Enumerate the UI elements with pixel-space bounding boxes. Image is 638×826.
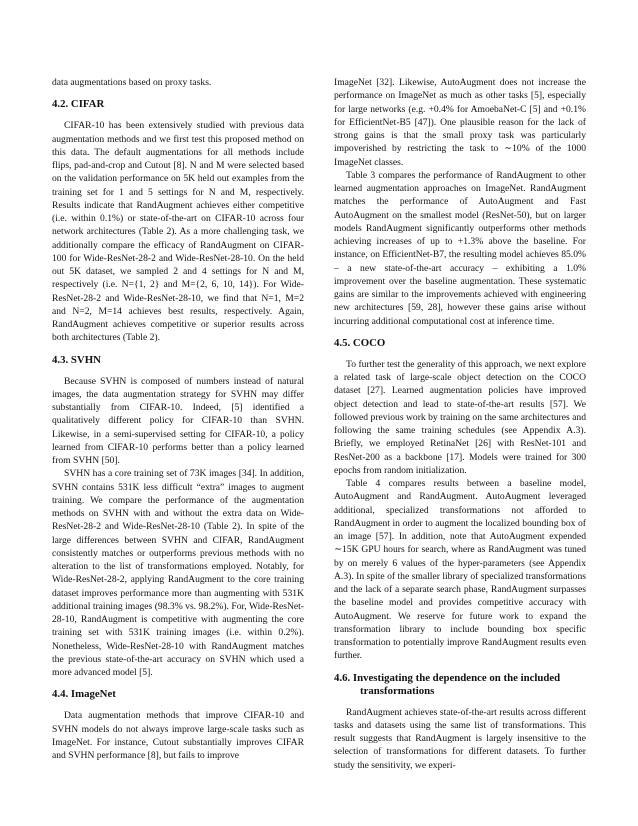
imagenet-paragraph-1: Data augmentation methods that improve CIFAR-10 and SVHN models do not always improve large-scale tasks such as ImageNet. For instance, Cutout substantially improves CIFAR and SVHN performance [8], but fails to improve xyxy=(52,710,304,761)
section-number: 4.6. xyxy=(334,671,351,684)
right-column xyxy=(334,76,586,772)
left-column xyxy=(52,76,304,762)
section-heading-cifar: 4.2. CIFAR xyxy=(52,98,105,111)
intro-continuation: data augmentations based on proxy tasks. xyxy=(52,77,212,88)
coco-paragraph-1: To further test the generality of this approach, we next explore a related task of large-scale object detection on the COCO dataset [27]. Learned augmentation policies have improved object detection and lead to state-of-the-art results [57]. We followed previous work by training on the same architectures and following the same training schedules (see Appendix A.3). Briefly, we employed RetinaNet [26] with ResNet-101 and ResNet-200 as a backbone [17]. Models were trained for 300 epochs from random initialization. xyxy=(334,358,586,476)
svhn-paragraph-2: SVHN has a core training set of 73K images [34]. In addition, SVHN contains 531K less difficult “extra” images to augment training. We compare the performance of the augmentation methods on SVHN with and without the extra data on Wide-ResNet-28-2 and Wide-ResNet-28-10 (Table 2). In spite of the large differences between SVHN and CIFAR, RandAugment consistently matches or outperforms previous methods with no alteration to the list of transformations employed. Notably, for Wide-ResNet-28-2, applying RandAugment to the core training dataset improves performance more than augmenting with 531K additional training images (98.3% vs. 98.2%). For, Wide-ResNet-28-10, RandAugment is competitive with augmenting the core training set with 531K training images (i.e. within 0.2%). Nonetheless, Wide-ResNet-28-10 with RandAugment matches the previous state-of-the-art accuracy on SVHN which used a more advanced model [5]. xyxy=(52,468,304,678)
section-title-line-1: Investigating the dependence on the included xyxy=(352,671,561,684)
svhn-paragraph-1: Because SVHN is composed of numbers instead of natural images, the data augmentation strategy for SVHN may differ substantially from CIFAR-10. Indeed, [5] identified a qualitatively different policy for CIFAR-10 than SVHN. Likewise, in a semi-supervised setting for CIFAR-10, a policy learned from CIFAR-10 performs better than a policy learned from SVHN [50]. xyxy=(52,375,304,466)
imagenet-paragraph-2: Table 3 compares the performance of RandAugment to other learned augmentation approaches on ImageNet. RandAugment matches the performance of AutoAugment and Fast AutoAugment on the smallest model (ResNet-50), but on larger models RandAugment significantly outperforms other methods achieving increases of up to +1.3% above the baseline. For instance, on EfficientNet-B7, the resulting model achieves 85.0% – a new state-of-the-art accuracy – exhibiting a 1.0% improvement over the baseline augmentation. These systematic gains are similar to the improvements achieved with engineering new architectures [59, 28], however these gains arise without incurring additional computational cost at inference time. xyxy=(334,169,586,327)
section-heading-imagenet: 4.4. ImageNet xyxy=(52,688,116,701)
section-heading-svhn: 4.3. SVHN xyxy=(52,353,101,366)
cifar-paragraph: CIFAR-10 has been extensively studied with previous data augmentation methods and we first test this proposed method on this data. The default augmentations for all methods include flips, pad-and-crop and Cutout [8]. N and M were selected based on the validation performance on 5K held out examples from the training set for 1 and 5 settings for N and M, respectively. Results indicate that RandAugment achieves either competitive (i.e. within 0.1%) or state-of-the-art on CIFAR-10 across four network architectures (Table 2). As a more challenging task, we additionally compare the efficacy of RandAugment on CIFAR-100 for Wide-ResNet-28-2 and Wide-ResNet-28-10. On the held out 5K dataset, we sampled 2 and 4 settings for N and M, respectively (i.e. N={1, 2} and M={2, 6, 10, 14}). For Wide-ResNet-28-2 and Wide-ResNet-28-10, we find that N=1, M=2 and N=2, M=14 achieves best results, respectively. Again, RandAugment achieves competitive or superior results across both architectures (Table 2). xyxy=(52,120,304,344)
coco-paragraph-2: Table 4 compares results between a baseline model, AutoAugment and RandAugment. AutoAugment leveraged additional, specialized transformations not afforded to RandAugment in order to augment the localized bounding box of an image [57]. In addition, note that AutoAugment expended ∼15K GPU hours for search, where as RandAugment was tuned by on merely 6 values of the hyper-parameters (see Appendix A.3). In spite of the smaller library of specialized transformations and the lack of a separate search phase, RandAugment surpasses the baseline model and provides competitive accuracy with AutoAugment. We reserve for future work to expand the transformation library to include bounding box specific transformation to potentially improve RandAugment results even further. xyxy=(334,478,586,662)
section-heading-coco: 4.5. COCO xyxy=(334,336,386,349)
section-heading-transformations xyxy=(334,672,586,698)
imagenet-paragraph-continued: ImageNet [32]. Likewise, AutoAugment does not increase the performance on ImageNet as much as other tasks [5], especially for large networks (e.g. +0.4% for AmoebaNet-C [5] and +0.1% for EfficientNet-B5 [47]). One plausible reason for the lack of strong gains is that the small proxy task was particularly impoverished by restricting the task to ∼10% of the 1000 ImageNet classes. xyxy=(334,77,586,168)
transformations-paragraph: RandAugment achieves state-of-the-art results across different tasks and datasets using the same list of transformations. This result suggests that RandAugment is largely insensitive to the selection of transformations for different datasets. To further study the sensitivity, we experi- xyxy=(334,706,586,771)
section-title-line-2: transformations xyxy=(360,684,435,697)
